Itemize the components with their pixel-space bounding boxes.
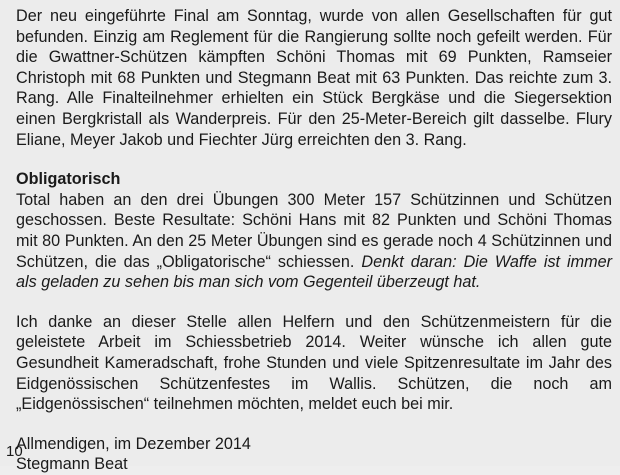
document-body [16,6,612,475]
safety-reminder-text: Denkt daran: Die Waffe ist immer als geladen zu sehen bis man sich vom Gegenteil überzeugt hat. [16,252,613,292]
signature-name: Stegmann Beat [16,455,128,474]
page-number: 10 [6,443,23,460]
obligatorisch-text: Total haben an den drei Übungen 300 Meter 157 Schützinnen und Schützen geschossen. Beste Resultate: Schöni Hans mit 82 Punkten und Schöni Thomas mit 80 Punkten. An den 25 Meter Übungen sind es gerade noch 4 Schützinnen und Schützen, die das „Obligatorische“ schiessen. [16,190,612,271]
obligatorisch-paragraph [16,190,612,293]
paragraph-spacer [16,293,612,312]
signature-place-date: Allmendigen, im Dezember 2014 [16,434,251,453]
signature-block [16,434,612,475]
paragraph-spacer [16,415,612,434]
section-heading-obligatorisch: Obligatorisch [16,170,121,189]
thanks-paragraph: Ich danke an dieser Stelle allen Helfern und den Schützenmeistern für die geleistete Arbeit im Schiessbetrieb 2014. Weiter wünsche ich allen gute Gesundheit Kameradschaft, frohe Stunden und viele Spitzenresultate im Jahr des Eidgenössischen Schützenfestes im Wallis. Schützen, die noch am „Eidgenössischen“ teilnehmen möchten, meldet euch bei mir. [16,312,612,414]
final-paragraph: Der neu eingeführte Final am Sonntag, wurde von allen Gesellschaften für gut befunden. Einzig am Reglement für die Rangierung sollte noch gefeilt werden. Für die Gwattner-Schützen kämpften Schöni Thomas mit 69 Punkten, Ramseier Christoph mit 68 Punkten und Stegmann Beat mit 63 Punkten. Das reichte zum 3. Rang. Alle Finalteilnehmer erhielten ein Stück Bergkäse und die Siegersektion einen Bergkristall als Wanderpreis. Für den 25-Meter-Bereich gilt dasselbe. Flury Eliane, Meyer Jakob und Fiechter Jürg erreichten den 3. Rang. [16,7,612,149]
paragraph-spacer [16,150,612,169]
